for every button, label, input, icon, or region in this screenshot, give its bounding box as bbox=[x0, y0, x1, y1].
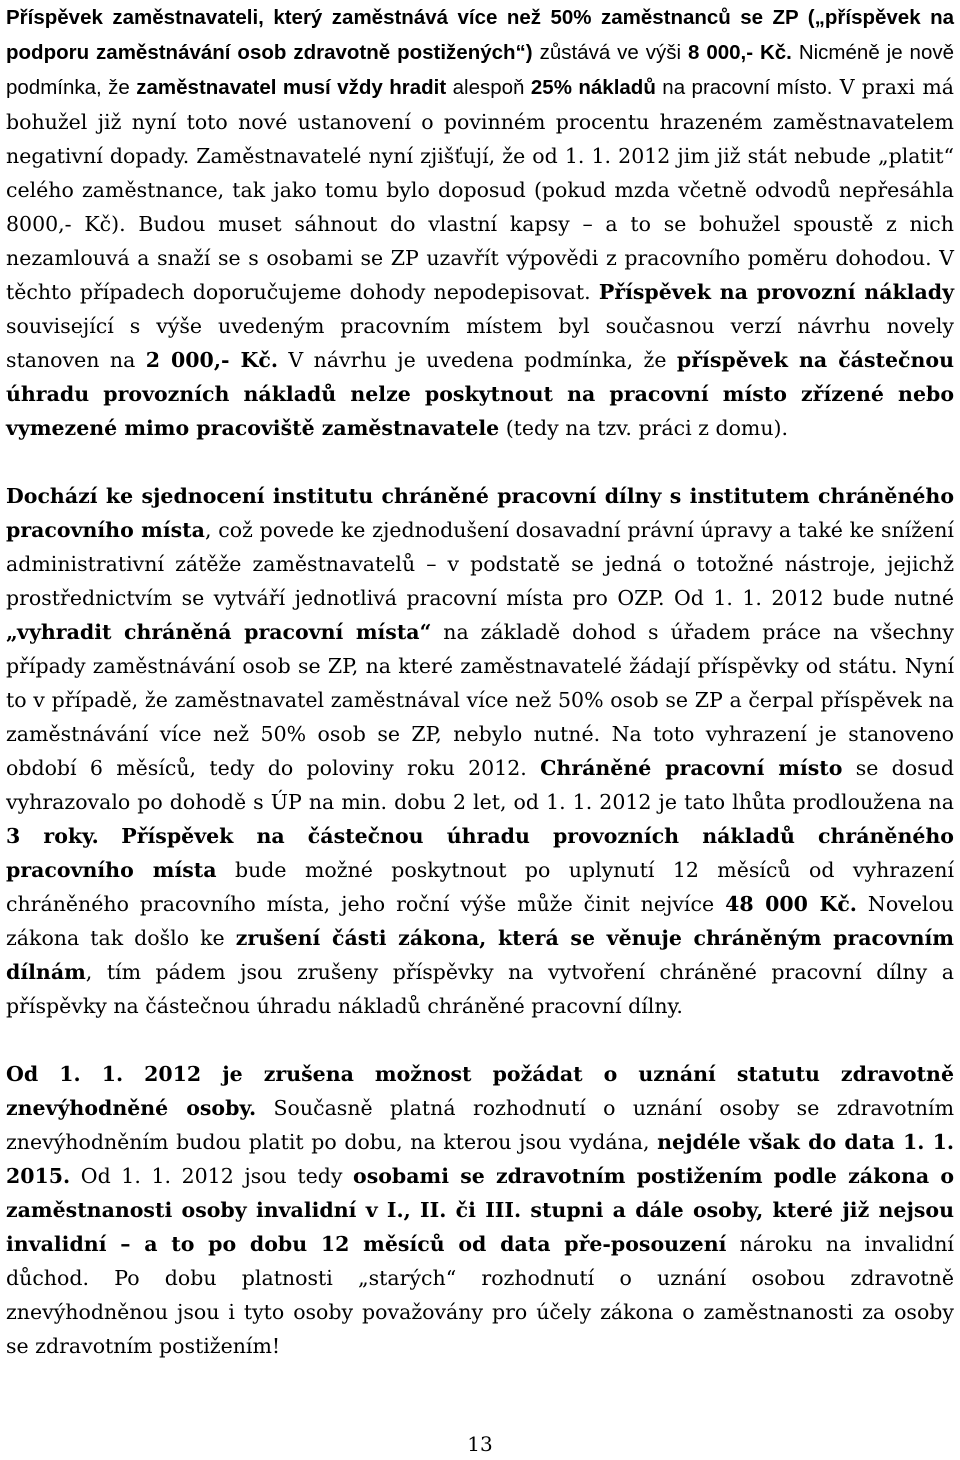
text-span: zůstává ve výši bbox=[532, 41, 688, 64]
text-span: alespoň bbox=[446, 76, 531, 99]
text-span: se dosud vyhrazovalo po dohodě s ÚP na min. dobu 2 let, od 1. 1. 2012 je tato lhůta prodloužena na bbox=[6, 756, 954, 814]
bold-text-span: „vyhradit chráněná pracovní místa“ bbox=[6, 620, 432, 644]
paragraph-disadvantaged-status bbox=[6, 1057, 954, 1363]
text-span bbox=[99, 824, 122, 848]
text-span: , což povede ke zjednodušení dosavadní právní úpravy a také ke snížení administrativní zátěže zaměstnavatelů – v podstatě se jedná o totožné nástroje, jejichž prostřednictvím se vytváří jednotlivá pracovní místa pro OZP. Od 1. 1. 2012 bude nutné bbox=[6, 518, 954, 610]
bold-text-span: nejdéle však do data 1. 1. 2015. bbox=[6, 1130, 954, 1188]
text-span: (tedy na tzv. práci z domu). bbox=[499, 416, 789, 440]
bold-text-span: Příspěvek na provozní náklady bbox=[598, 280, 954, 304]
text-span: Od 1. 1. 2012 jsou tedy bbox=[70, 1164, 354, 1188]
text-span: nároku na invalidní důchod. Po dobu platnosti „starých“ rozhodnutí o uznání osobou zdravotně znevýhodněnou jsou i tyto osoby považovány pro účely zákona o zaměstnanosti za osoby se zdravotním postižením! bbox=[6, 1232, 954, 1358]
bold-text-span: 2 000,- Kč. bbox=[145, 348, 278, 372]
paragraph-employer-contribution bbox=[6, 0, 954, 445]
text-span: , tím pádem jsou zrušeny příspěvky na vytvoření chráněné pracovní dílny a příspěvky na částečnou úhradu nákladů chráněné pracovní dílny. bbox=[6, 960, 954, 1018]
bold-text-span: Příspěvek na částečnou úhradu provozních nákladů chráněného pracovního místa bbox=[6, 824, 954, 882]
paragraph-gap bbox=[6, 1023, 954, 1057]
text-span: Současně platná rozhodnutí o uznání osoby se zdravotním znevýhodněním budou platit po dobu, na kterou jsou vydána, bbox=[6, 1096, 955, 1154]
bold-text-span: osobami se zdravotním postižením podle zákona o zaměstnanosti osoby invalidní v I., II. či III. stupni a dále osoby, které již nejsou invalidní – a to po dobu 12 měsíců od data pře-posouzení bbox=[6, 1164, 955, 1256]
bold-text-span: Dochází ke sjednocení institutu chráněné pracovní dílny s institutem chráněného pracovního místa bbox=[6, 484, 954, 542]
bold-text-span: 8 000,- Kč. bbox=[687, 41, 792, 64]
bold-text-span: zaměstnavatel musí vždy hradit bbox=[136, 76, 447, 99]
text-span: V návrhu je uvedena podmínka, že bbox=[277, 348, 677, 372]
document-page bbox=[6, 0, 954, 1363]
paragraph-gap bbox=[6, 445, 954, 479]
bold-text-span: Chráněné pracovní místo bbox=[540, 756, 843, 780]
text-span: na základě dohod s úřadem práce na všechny případy zaměstnávání osob se ZP, na které zaměstnavatelé žádají příspěvky od státu. Nyní to v případě, že zaměstnavatel zaměstnával více než 50% osob se ZP a čerpal příspěvek na zaměstnávání více než 50% osob se ZP, nebylo nutné. Na toto vyhrazení je stanoveno období 6 měsíců, tedy do poloviny roku 2012. bbox=[6, 620, 954, 780]
text-span: na pracovní místo. bbox=[655, 76, 833, 99]
text-span: související s výše uvedeným pracovním místem byl současnou verzí návrhu novely stanoven na bbox=[6, 314, 954, 372]
paragraph-protected-workplace bbox=[6, 479, 954, 1023]
bold-text-span: Příspěvek zaměstnavateli, který zaměstnává více než 50% zaměstnanců se ZP („příspěvek na podporu zaměstnávání osob zdravotně postižených“) bbox=[6, 6, 954, 64]
text-span: V praxi má bohužel již nyní toto nové ustanovení o povinném procentu hrazeném zaměstnavatelem negativní dopady. Zaměstnavatelé nyní zjišťují, že od 1. 1. 2012 jim již stát nebude „platit“ celého zaměstnance, tak jako tomu bylo doposud (pokud mzda včetně odvodů nepřesáhla 8000,- Kč). Budou muset sáhnout do vlastní kapsy – a to se bohužel spoustě z nich nezamlouvá a snaží se s osobami se ZP uzavřít výpovědi z pracovního poměru dohodou. V těchto případech doporučujeme dohody nepodepisovat. bbox=[6, 75, 954, 304]
bold-text-span: zrušení části zákona, která se věnuje chráněným pracovním dílnám bbox=[6, 926, 954, 984]
bold-text-span: 48 000 Kč. bbox=[725, 892, 857, 916]
bold-text-span: 25% nákladů bbox=[530, 76, 656, 99]
text-span: Nicméně je nově podmínka, že bbox=[6, 41, 954, 99]
page-number: 13 bbox=[467, 1432, 493, 1456]
bold-text-span: 3 roky. bbox=[6, 824, 99, 848]
text-span: bude možné poskytnout po uplynutí 12 měsíců od vyhrazení chráněného pracovního místa, jeho roční výše může činit nejvíce bbox=[6, 858, 954, 916]
text-span: Novelou zákona tak došlo ke bbox=[6, 892, 954, 950]
bold-text-span: Od 1. 1. 2012 je zrušena možnost požádat o uznání statutu zdravotně znevýhodněné osoby. bbox=[6, 1062, 954, 1120]
bold-text-span: příspěvek na částečnou úhradu provozních nákladů nelze poskytnout na pracovní místo zřízené nebo vymezené mimo pracoviště zaměstnavatele bbox=[6, 348, 954, 440]
